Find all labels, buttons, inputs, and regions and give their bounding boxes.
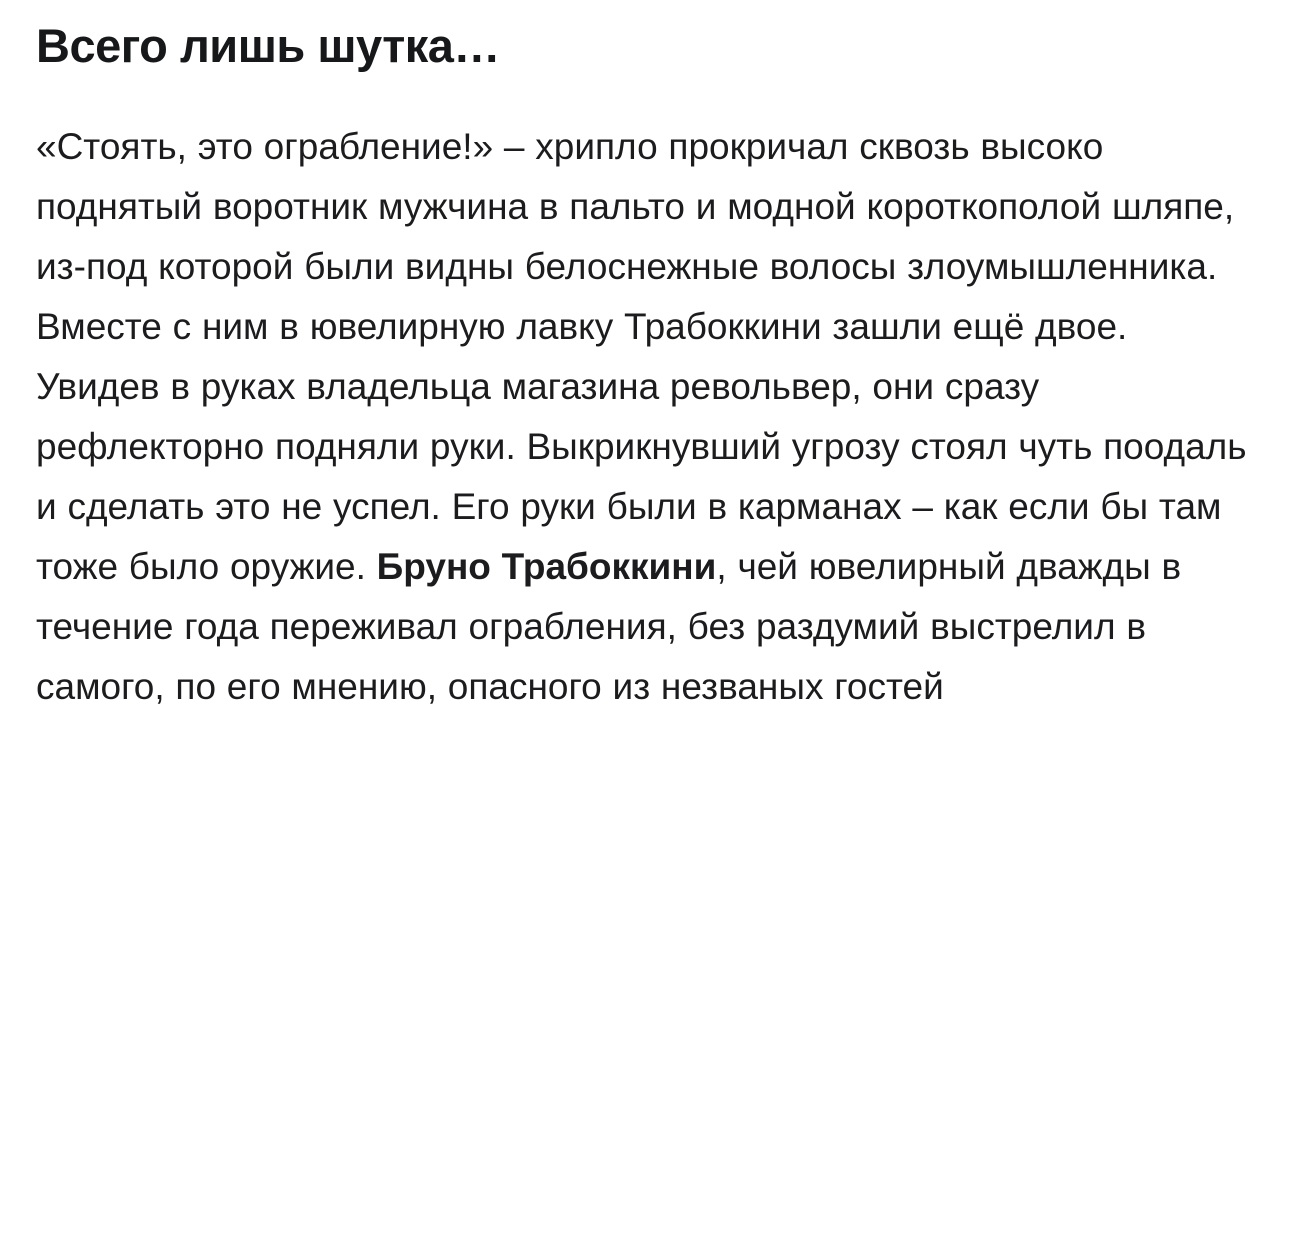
page-title: Всего лишь шутка… — [36, 19, 500, 72]
paragraph-text-after-highlight: , чей ювелирный дважды в течение года переживал ограбления, без раздумий выстрелил в самого, по его мнению, опасного из незваных гостей — [36, 546, 1182, 707]
article-paragraph — [36, 117, 1249, 716]
paragraph-text-before-highlight: «Стоять, это ограбление!» – хрипло прокричал сквозь высоко поднятый воротник мужчина в пальто и модной короткополой шляпе, из-под которой были видны белоснежные волосы злоумышленника. Вместе с ним в ювелирную лавку Трабоккини зашли ещё двое. Увидев в руках владельца магазина револьвер, они сразу рефлекторно подняли руки. Выкрикнувший угрозу стоял чуть поодаль и сделать это не успел. Его руки были в карманах – как если бы там тоже было оружие. — [36, 126, 1247, 588]
highlighted-person-name: Бруно Трабоккини — [376, 546, 717, 588]
